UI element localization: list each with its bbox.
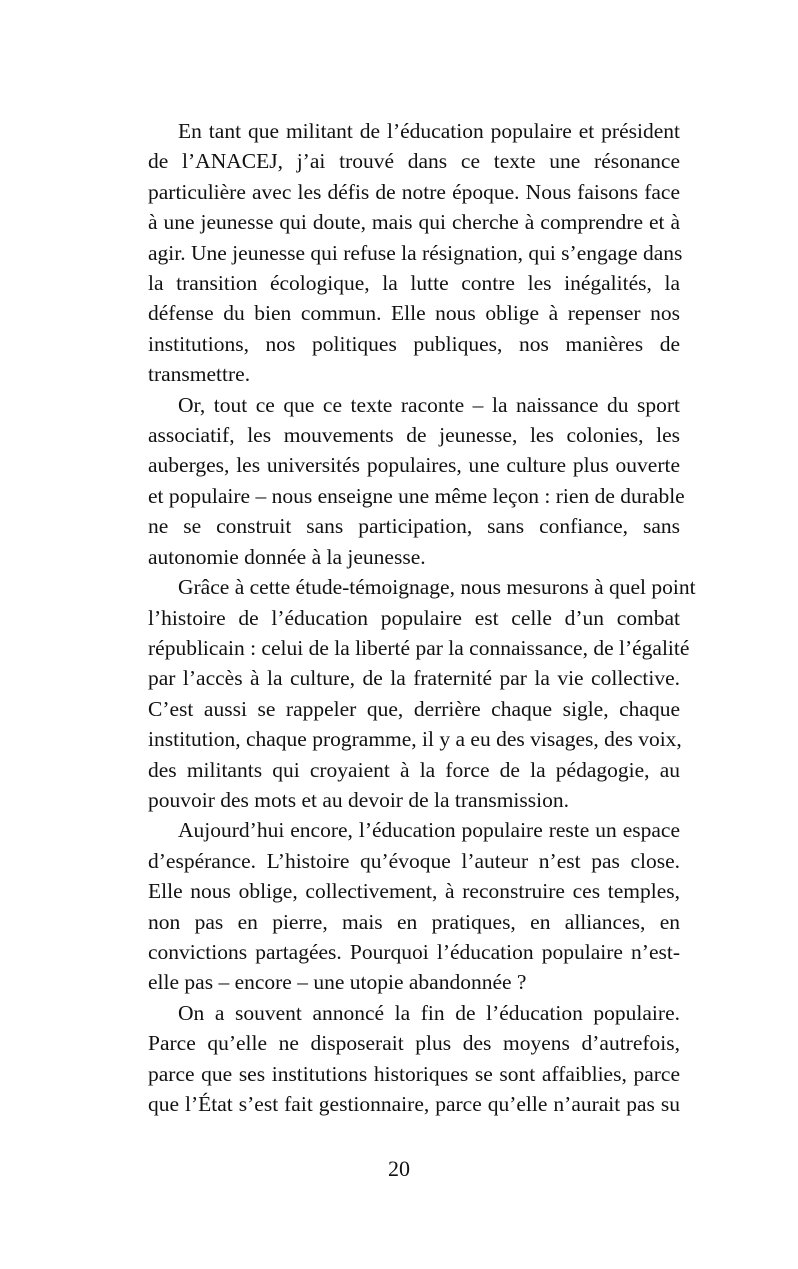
text-line: parce que ses institutions historiques se sont affaiblies, parce bbox=[148, 1061, 680, 1086]
text-line: et populaire – nous enseigne une même leçon : rien de durable bbox=[148, 483, 685, 508]
paragraph bbox=[118, 815, 680, 997]
text-line: à une jeunesse qui doute, mais qui cherche à comprendre et à bbox=[148, 210, 680, 235]
text-line: autonomie donnée à la jeunesse. bbox=[148, 544, 426, 569]
text-line: convictions partagées. Pourquoi l’éducation populaire n’est- bbox=[148, 939, 680, 964]
text-line: elle pas – encore – une utopie abandonnée ? bbox=[148, 970, 527, 995]
text-line: auberges, les universités populaires, une culture plus ouverte bbox=[148, 453, 680, 478]
text-line: institutions, nos politiques publiques, nos manières de bbox=[148, 331, 680, 356]
text-line: agir. Une jeunesse qui refuse la résignation, qui s’engage dans bbox=[148, 240, 683, 265]
text-line: C’est aussi se rappeler que, derrière chaque sigle, chaque bbox=[148, 696, 680, 721]
paragraph bbox=[118, 998, 680, 1120]
page-number: 20 bbox=[388, 1156, 410, 1181]
page-body bbox=[118, 116, 696, 1119]
text-line: Grâce à cette étude-témoignage, nous mesurons à quel point bbox=[178, 575, 696, 600]
paragraph bbox=[118, 390, 685, 572]
text-line: particulière avec les défis de notre époque. Nous faisons face bbox=[148, 179, 680, 204]
text-line: défense du bien commun. Elle nous oblige à repenser nos bbox=[148, 301, 680, 326]
text-line: transmettre. bbox=[148, 362, 251, 387]
text-line: républicain : celui de la liberté par la connaissance, de l’égalité bbox=[148, 635, 690, 660]
text-line: ne se construit sans participation, sans confiance, sans bbox=[148, 514, 680, 539]
text-line: institution, chaque programme, il y a eu des visages, des voix, bbox=[148, 727, 682, 752]
text-line: la transition écologique, la lutte contre les inégalités, la bbox=[148, 271, 680, 296]
text-line: Elle nous oblige, collectivement, à reconstruire ces temples, bbox=[148, 879, 680, 904]
text-line: que l’État s’est fait gestionnaire, parce qu’elle n’aurait pas su bbox=[148, 1092, 680, 1116]
text-line: En tant que militant de l’éducation populaire et président bbox=[178, 119, 680, 143]
text-line: pouvoir des mots et au devoir de la transmission. bbox=[148, 787, 569, 812]
text-line: non pas en pierre, mais en pratiques, en alliances, en bbox=[148, 909, 680, 934]
paragraph bbox=[118, 116, 683, 390]
text-line: associatif, les mouvements de jeunesse, les colonies, les bbox=[148, 423, 680, 448]
text-line: Or, tout ce que ce texte raconte – la naissance du sport bbox=[178, 392, 680, 417]
text-line: par l’accès à la culture, de la fraternité par la vie collective. bbox=[148, 666, 680, 691]
text-line: Aujourd’hui encore, l’éducation populaire reste un espace bbox=[178, 818, 680, 843]
text-line: des militants qui croyaient à la force de la pédagogie, au bbox=[148, 757, 680, 782]
text-line: de l’ANACEJ, j’ai trouvé dans ce texte une résonance bbox=[148, 149, 680, 174]
text-line: d’espérance. L’histoire qu’évoque l’auteur n’est pas close. bbox=[148, 848, 680, 873]
text-line: l’histoire de l’éducation populaire est celle d’un combat bbox=[148, 605, 680, 630]
text-line: Parce qu’elle ne disposerait plus des moyens d’autrefois, bbox=[148, 1031, 680, 1056]
text-line: On a souvent annoncé la fin de l’éducation populaire. bbox=[178, 1000, 680, 1025]
paragraph bbox=[118, 572, 696, 815]
